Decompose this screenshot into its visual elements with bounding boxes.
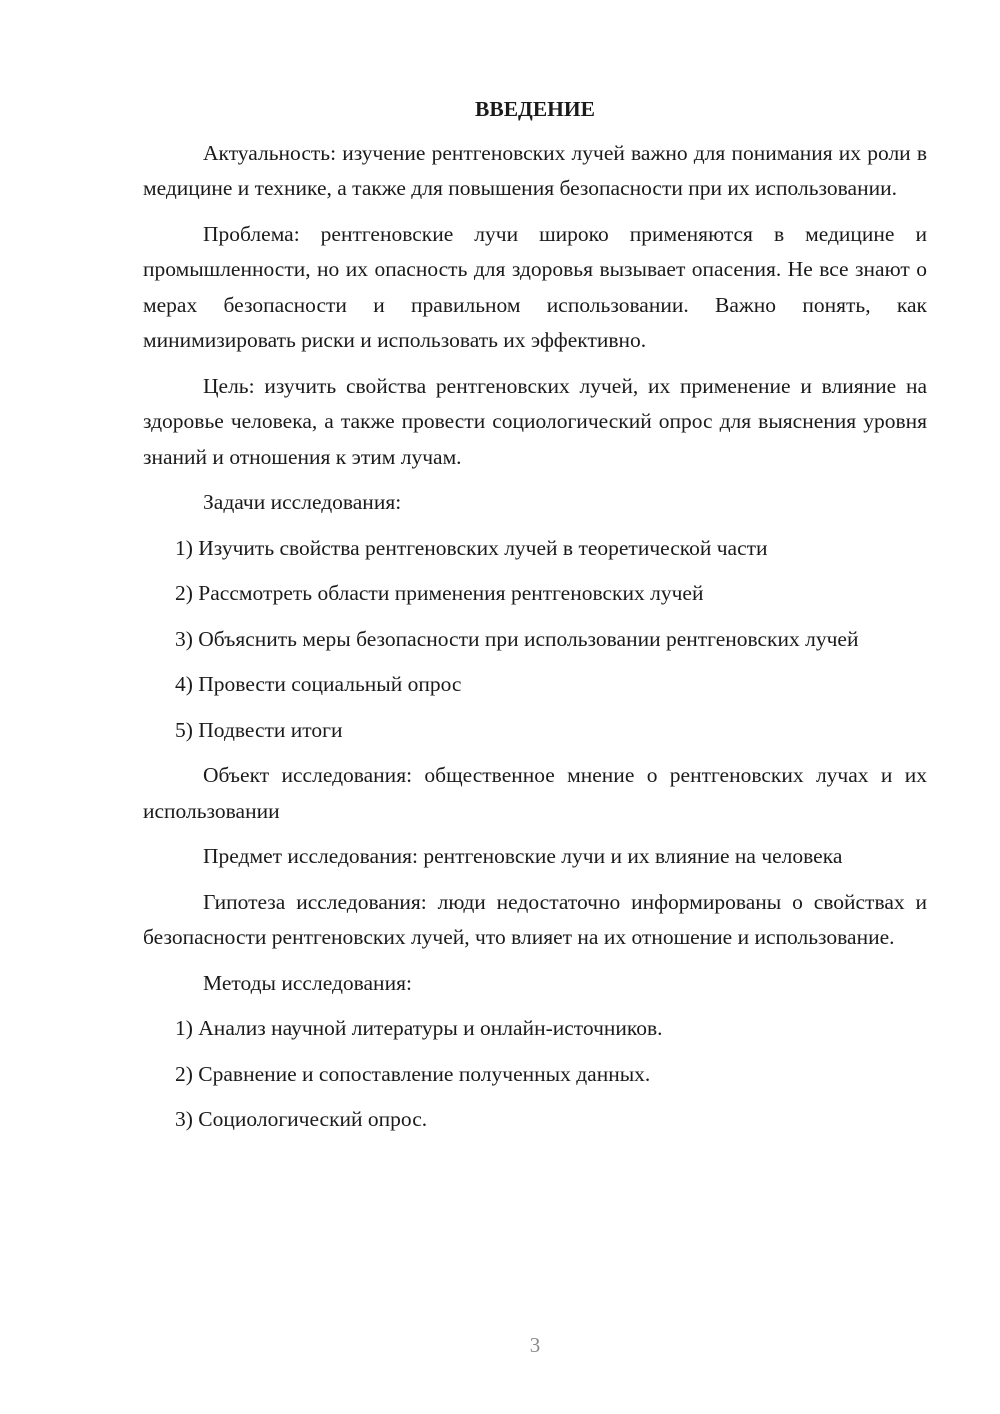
goal-paragraph: Цель: изучить свойства рентгеновских лучей, их применение и влияние на здоровье человека, а также провести социологический опрос для выяснения уровня знаний и отношения к этим лучам.: [143, 373, 927, 469]
page-number: 3: [529, 1333, 541, 1357]
task-item: 5) Подвести итоги: [175, 717, 343, 742]
relevance-paragraph: Актуальность: изучение рентгеновских лучей важно для понимания их роли в медицине и технике, а также для повышения безопасности при их использовании.: [143, 140, 927, 200]
task-item: 2) Рассмотреть области применения рентгеновских лучей: [175, 581, 704, 605]
hypothesis-paragraph: Гипотеза исследования: люди недостаточно информированы о свойствах и безопасности рентгеновских лучей, что влияет на их отношение и использование.: [143, 889, 927, 949]
method-item: 3) Социологический опрос.: [175, 1107, 428, 1131]
task-item: 3) Объяснить меры безопасности при использовании рентгеновских лучей: [175, 626, 859, 651]
task-item: 1) Изучить свойства рентгеновских лучей в теоретической части: [175, 535, 768, 560]
problem-paragraph: Проблема: рентгеновские лучи широко применяются в медицине и промышленности, но их опасность для здоровья вызывает опасения. Не все знают о мерах безопасности и правильном использовании. Важно понять, как минимизировать риски и использовать их эффективно.: [143, 221, 927, 352]
tasks-heading: Задачи исследования:: [203, 490, 402, 514]
method-item: 2) Сравнение и сопоставление полученных данных.: [175, 1061, 651, 1086]
task-item: 4) Провести социальный опрос: [175, 672, 462, 696]
subject-paragraph: Предмет исследования: рентгеновские лучи и их влияние на человека: [203, 844, 843, 868]
section-title: ВВЕДЕНИЕ: [475, 97, 595, 121]
methods-heading: Методы исследования:: [203, 970, 412, 995]
method-item: 1) Анализ научной литературы и онлайн-источников.: [175, 1016, 663, 1040]
object-paragraph: Объект исследования: общественное мнение о рентгеновских лучах и их использовании: [143, 763, 927, 823]
page-content: [143, 92, 927, 1148]
